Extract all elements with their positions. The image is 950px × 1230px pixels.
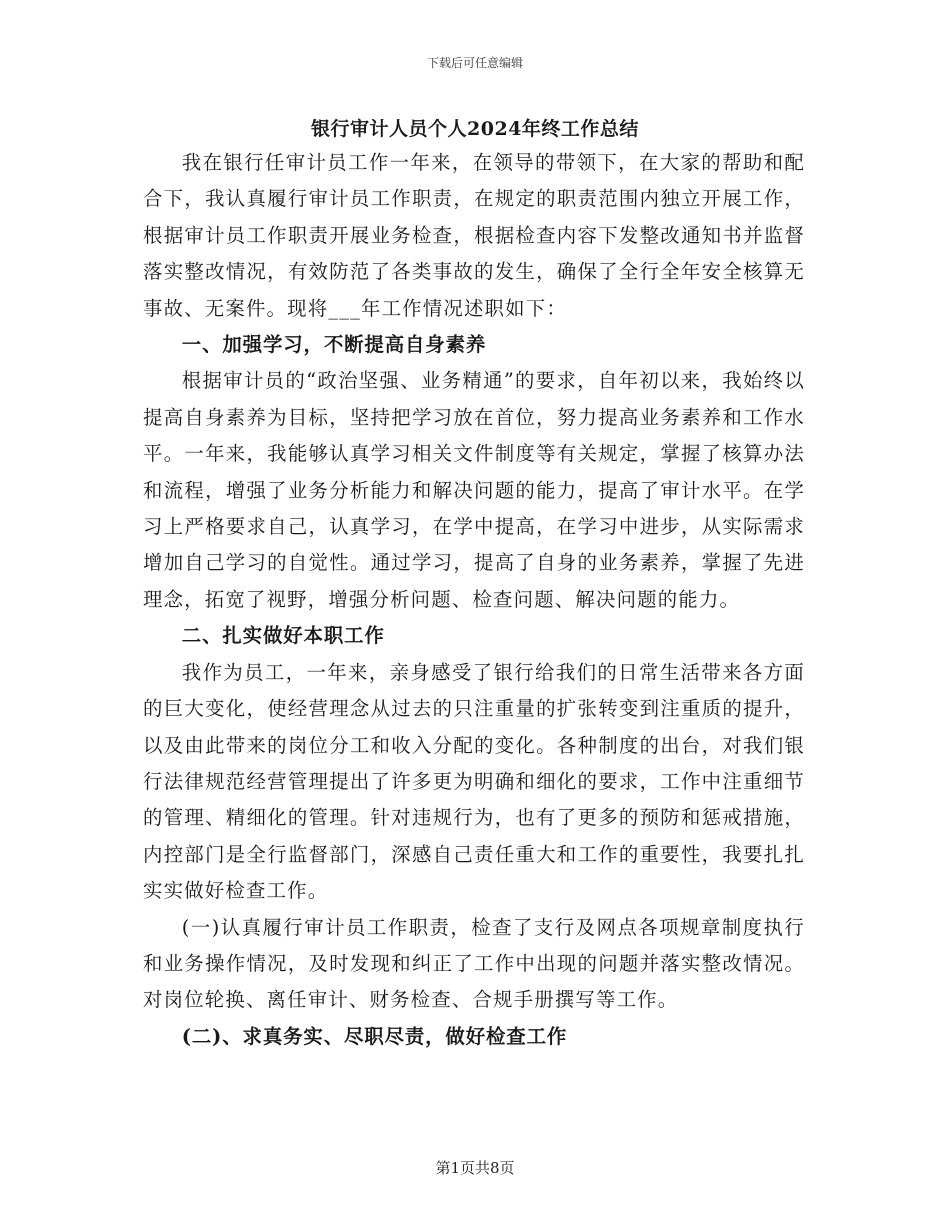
- subsection-1-paragraph: (一)认真履行审计员工作职责，检查了支行及网点各项规章制度执行和业务操作情况，及时发现和纠正了工作中出现的问题并落实整改情况。对岗位轮换、离任审计、财务检查、合规手册撰写等工作。: [143, 915, 805, 1012]
- document-body: [143, 145, 805, 1055]
- section-2-paragraph: 我作为员工，一年来，亲身感受了银行给我们的日常生活带来各方面的巨大变化，使经营理念从过去的只注重量的扩张转变到注重质的提升，以及由此带来的岗位分工和收入分配的变化。各种制度的出台，对我们银行法律规范经营管理提出了许多更为明确和细化的要求，工作中注重细节的管理、精细化的管理。针对违规行为，也有了更多的预防和惩戒措施，内控部门是全行监督部门，深感自己责任重大和工作的重要性，我要扎扎实实做好检查工作。: [143, 660, 805, 903]
- page-number: 第1页共8页: [435, 1159, 515, 1177]
- intro-paragraph: 我在银行任审计员工作一年来，在领导的带领下，在大家的帮助和配合下，我认真履行审计员工作职责，在规定的职责范围内独立开展工作，根据审计员工作职责开展业务检查，根据检查内容下发整改通知书并监督落实整改情况，有效防范了各类事故的发生，确保了全行全年安全核算无事故、无案件。现将___年工作情况述职如下：: [143, 151, 805, 320]
- section-heading-2: 二、扎实做好本职工作: [181, 624, 385, 648]
- section-1-paragraph: 根据审计员的“政治坚强、业务精通”的要求，自年初以来，我始终以提高自身素养为目标，坚持把学习放在首位，努力提高业务素养和工作水平。一年来，我能够认真学习相关文件制度等有关规定，掌握了核算办法和流程，增强了业务分析能力和解决问题的能力，提高了审计水平。在学习上严格要求自己，认真学习，在学中提高，在学习中进步，从实际需求增加自己学习的自觉性。通过学习，提高了自身的业务素养，掌握了先进理念，拓宽了视野，增强分析问题、检查问题、解决问题的能力。: [143, 369, 805, 611]
- section-heading-1: 一、加强学习，不断提高自身素养: [181, 333, 487, 357]
- subsection-heading-2: (二)、求真务实、尽职尽责，做好检查工作: [181, 1024, 568, 1048]
- page-header-note: 下载后可任意编辑: [426, 56, 523, 70]
- document-title: 银行审计人员个人2024年终工作总结: [311, 118, 639, 140]
